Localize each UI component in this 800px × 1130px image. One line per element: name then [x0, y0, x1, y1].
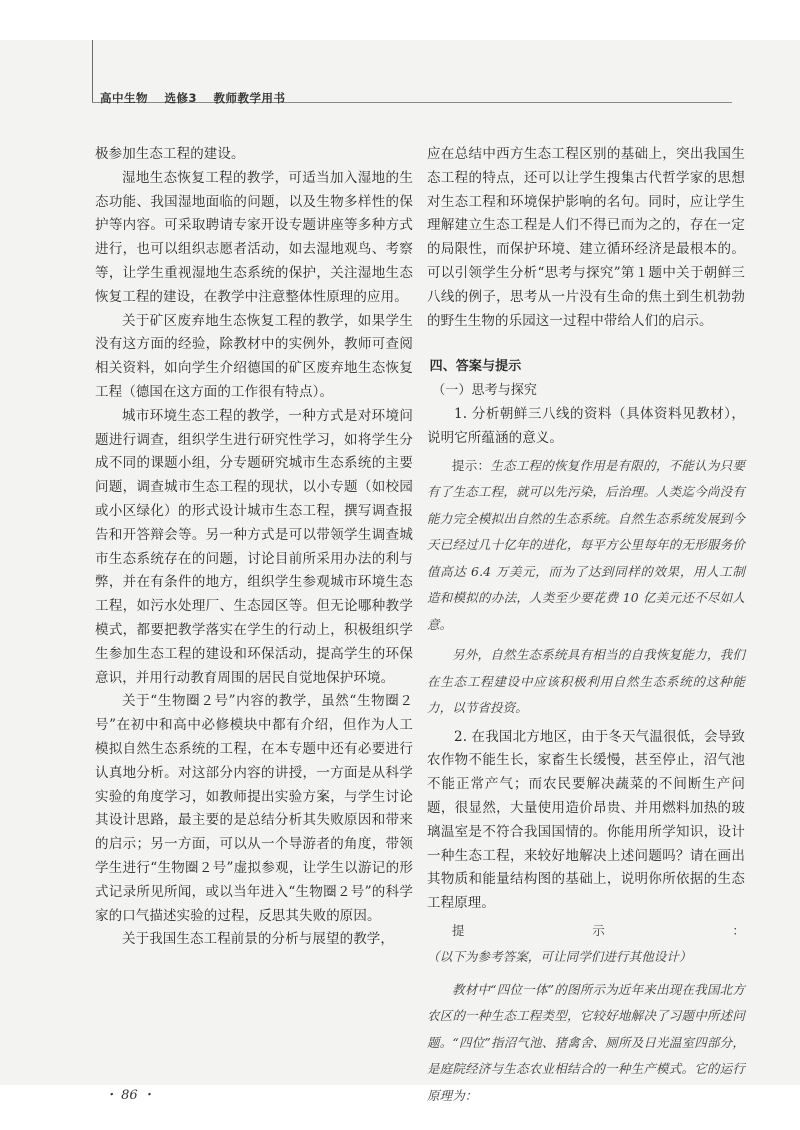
paragraph: 关于我国生态工程前景的分析与展望的教学， — [122, 931, 394, 948]
hint-1 — [427, 453, 745, 639]
page-number: ・ 86 ・ — [104, 1088, 155, 1103]
header-volume: 选修3 — [164, 91, 198, 105]
hint-2-text: （以下为参考答案，可让同学们进行其他设计） — [427, 949, 692, 965]
book-page — [0, 40, 800, 1103]
hint-1-continued: 另外，自然生态系统具有相当的自我恢复能力，我们在生态工程建设中应该积极利用自然生态系统的这种能力，以节省投资。 — [427, 647, 745, 716]
hint-2-continued: 教材中“四位一体”的图所示为近年来出现在我国北方农区的一种生态工程类型，它较好地解决了习题中所述问题。“四位”指沼气池、猪禽舍、厕所及日光温室四部分，是庭院经济与生态农业相结合的一种生产模式。它的运行原理为： — [427, 981, 745, 1103]
header-vertical-rule — [92, 40, 93, 102]
paragraph: 城市环境生态工程的教学，一种方式是对环境问题进行调查，组织学生进行研究性学习，如将学生分成不同的课题小组，分专题研究城市生态系统的主要问题，调查城市生态工程的现状，以小专题（如校园或小区绿化）的形式设计城市生态工程，撰写调查报告和开答辩会等。另一种方式是可以带领学生调查城市生态系统存在的问题，讨论目前所采用办法的利与弊，并在有条件的地方，组织学生参观城市环境生态工程，如污水处理厂、生态园区等。但无论哪种教学模式，都要把教学落实在学生的行动上，积极组织学生参加生态工程的建设和环保活动，提高学生的环保意识，并用行动教育周围的居民自觉地保护环境。 — [95, 407, 413, 686]
paragraph: 关于“生物圈２号”内容的教学，虽然“生物圈２号”在初中和高中必修模块中都有介绍，但作为人工模拟自然生态系统的工程，在本专题中还有必要进行认真地分析。对这部分内容的讲授，一方面是从科学实验的角度学习，如教师提出实验方案，与学生讨论其设计思路，最主要的是总结分析其失败原因和带来的启示；另一方面，可以从一个导游者的角度，带领学生进行“生物圈２号”虚拟参观，让学生以游记的形式记录所见所闻，或以当年进入“生物圈２号”的科学家的口气描述实验的过程，反思其失败的原因。 — [95, 693, 413, 924]
left-column — [95, 143, 413, 952]
section-title: 四、答案与提示 — [429, 359, 522, 375]
hint-label: 提示： — [452, 922, 745, 938]
right-column — [427, 143, 745, 1109]
paragraph: 极参加生态工程的建设。 — [95, 146, 245, 162]
question-1: 1. 分析朝鲜三八线的资料（具体资料见教材），说明它所蕴涵的意义。 — [427, 405, 745, 446]
subsection-title: （一）思考与探究 — [432, 383, 537, 399]
running-header — [100, 90, 298, 106]
hint-2 — [427, 918, 745, 971]
question-2: 2. 在我国北方地区，由于冬天气温很低，会导致农作物不能生长，家畜生长缓慢，甚至停止，沼气池不能正常产气；而农民要解决蔬菜的不间断生产问题，很显然，大量使用造价昂贵、并用燃料加热的玻璃温室是不符合我国国情的。你能用所学知识，设计一种生态工程，来较好地解决上述问题吗？请在画出其物质和能量结构图的基础上，说明你所依据的生态工程原理。 — [427, 728, 745, 912]
paragraph: 湿地生态恢复工程的教学，可适当加入湿地的生态功能、我国湿地面临的问题，以及生物多样性的保护等内容。可采取聘请专家开设专题讲座等多种方式进行，也可以组织志愿者活动，如去湿地观鸟、考察等，让学生重视湿地生态系统的保护，关注湿地生态恢复工程的建设，在教学中注意整体性原理的应用。 — [95, 169, 413, 305]
hint-1-text: 生态工程的恢复作用是有限的，不能认为只要有了生态工程，就可以先污染，后治理。人类迄今尚没有能力完全模拟出自然的生态系统。自然生态系统发展到今天已经过几十亿年的进化，每平方公里每年的无形服务价值高达 6.4 万美元，而为了达到同样的效果，用人工制造和模拟的办法，人类至少要花费 10 亿美元还不尽如人意。 — [427, 457, 745, 632]
hint-label: 提示： — [452, 457, 491, 473]
paragraph: 关于矿区废弃地生态恢复工程的教学，如果学生没有这方面的经验，除教材中的实例外，教师可查阅相关资料，如向学生介绍德国的矿区废弃地生态恢复工程（德国在这方面的工作很有特点）。 — [95, 312, 413, 400]
paragraph: 应在总结中西方生态工程区别的基础上，突出我国生态工程的特点，还可以让学生搜集古代哲学家的思想对生态工程和环境保护影响的名句。同时，应让学生理解建立生态工程是人们不得已而为之的，存在一定的局限性，而保护环境、建立循环经济是最根本的。可以引领学生分析“思考与探究”第１题中关于朝鲜三八线的例子，思考从一片没有生命的焦土到生机勃勃的野生生物的乐园这一过程中带给人们的启示。 — [427, 146, 745, 329]
header-title: 教师教学用书 — [213, 91, 286, 105]
header-book: 高中生物 — [100, 91, 148, 105]
